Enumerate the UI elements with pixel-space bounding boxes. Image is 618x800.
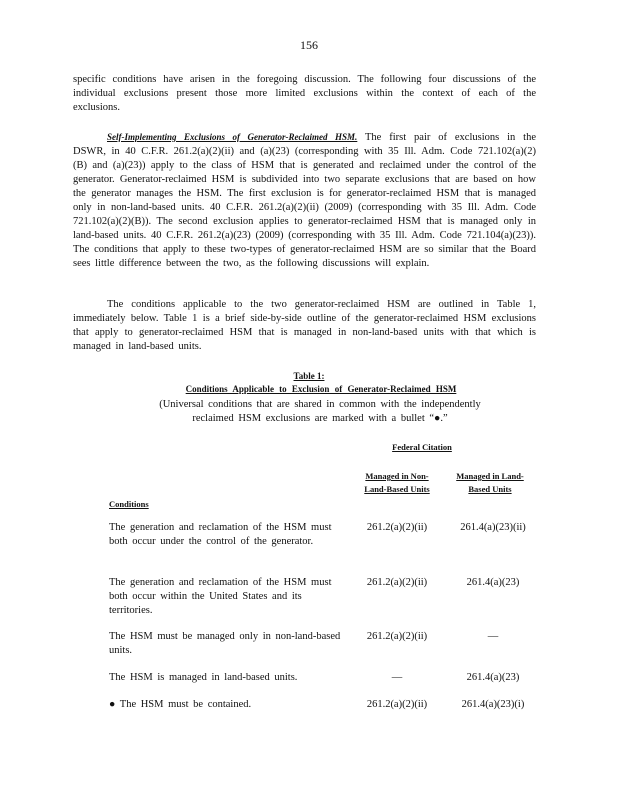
table-note: (Universal conditions that are shared in common with the independently reclaimed HSM exclusions are marked with a bullet “●.” — [159, 399, 481, 424]
table-subtitle: Conditions Applicable to Exclusion of Generator-Reclaimed HSM — [185, 384, 457, 394]
page-number: 156 — [300, 38, 318, 52]
paragraph-1: specific conditions have arisen in the foregoing discussion. The following four discussions of the individual exclusions present those more limited exclusions within the context of each of the exclusions. — [73, 74, 536, 113]
land-citation-cell: 261.4(a)(23) — [466, 577, 520, 588]
non-land-citation-cell: 261.2(a)(2)(ii) — [366, 631, 428, 642]
condition-cell: ● The HSM must be contained. — [109, 699, 252, 710]
land-citation-cell: 261.4(a)(23)(ii) — [460, 522, 526, 533]
land-citation-cell: 261.4(a)(23) — [466, 672, 520, 683]
condition-cell: The generation and reclamation of the HSM must both occur under the control of the generator. — [109, 522, 332, 547]
paragraph-2 — [73, 130, 536, 271]
paragraph-3: The conditions applicable to the two generator-reclaimed HSM are outlined in Table 1, immediately below. Table 1 is a brief side-by-side outline of the generator-reclaimed HSM exclusions that apply to generator-reclaimed HSM that is managed in non-land-based units with that which is managed in land-based units. — [73, 299, 536, 352]
land-citation-cell: — — [487, 631, 499, 642]
condition-cell: The HSM is managed in land-based units. — [109, 672, 298, 683]
land-citation-cell: 261.4(a)(23)(i) — [461, 699, 525, 710]
column-header-land: Managed in Land-Based Units — [456, 471, 524, 494]
non-land-citation-cell: — — [391, 672, 403, 683]
non-land-citation-cell: 261.2(a)(2)(ii) — [366, 699, 428, 710]
federal-citation-header: Federal Citation — [392, 442, 452, 452]
column-header-conditions: Conditions — [109, 499, 149, 509]
column-header-non-land: Managed in Non-Land-Based Units — [364, 471, 430, 494]
paragraph-2-body: The first pair of exclusions in the DSWR, in 40 C.F.R. 261.2(a)(2)(ii) and (a)(23) (corresponding with 35 Ill. Adm. Code 721.102(a)(2)(B) and (a)(23)) apply to the class of HSM that is generated and reclaimed under the control of the generator. Generator-reclaimed HSM is subdivided into two separate exclusions that are based on how the generator manages the HSM. The first exclusion is for generator-reclaimed HSM that is managed only in non-land-based units. 40 C.F.R. 261.2(a)(2)(ii) (2009) (corresponding with 35 Ill. Adm. Code 721.102(a)(2)(B)). The second exclusion applies to generator-reclaimed HSM that is managed only in land-based units. 40 C.F.R. 261.2(a)(23) (2009) (corresponding with 35 Ill. Adm. Code 721.104(a)(23)). The conditions that apply to these two-types of generator-reclaimed HSM are so similar that the Board sees little difference between the two, as the following discussions will explain. — [73, 132, 536, 269]
section-heading: Self-Implementing Exclusions of Generator-Reclaimed HSM. — [107, 132, 358, 142]
non-land-citation-cell: 261.2(a)(2)(ii) — [366, 522, 428, 533]
condition-cell: The HSM must be managed only in non-land-based units. — [109, 631, 341, 656]
table-title: Table 1: — [293, 371, 325, 381]
non-land-citation-cell: 261.2(a)(2)(ii) — [366, 577, 428, 588]
condition-cell: The generation and reclamation of the HSM must both occur within the United States and its territories. — [109, 577, 332, 616]
